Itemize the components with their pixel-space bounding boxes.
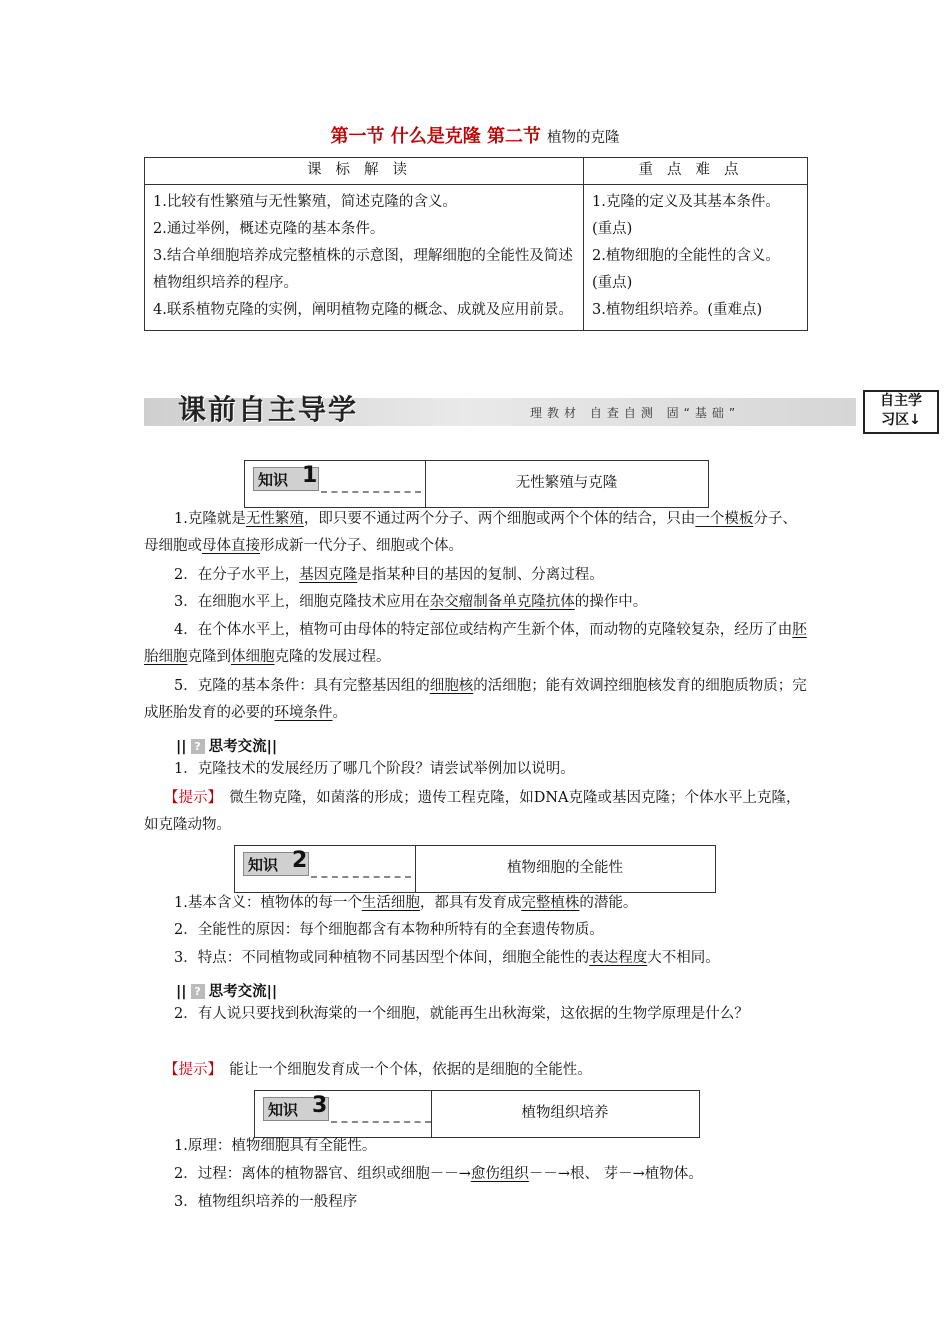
section-banner <box>144 388 950 430</box>
banner-heading: 课前自主导学 <box>178 393 359 426</box>
banner-subtitle: 理教材 自查自测 固“基础” <box>530 406 741 420</box>
hint-label: 【提示】 <box>164 790 215 806</box>
k1-paragraph-3: 3．在细胞水平上，细胞克隆技术应用在杂交瘤制备单克隆抗体的操作中。 <box>174 594 648 610</box>
tag-label: 知识 <box>248 856 279 874</box>
knowledge-title: 植物组织培养 <box>521 1105 609 1121</box>
tag-dash <box>321 491 421 493</box>
page-title <box>0 122 950 148</box>
k2-hint: 【提示】 能让一个细胞发育成一个个体，依据的是细胞的全能性。 <box>164 1062 592 1078</box>
tag-dash <box>311 876 411 878</box>
keypoint-item: 1.克隆的定义及其基本条件。(重点) <box>592 194 780 237</box>
objectives-table <box>144 157 808 331</box>
tag-dash <box>331 1121 431 1123</box>
k3-paragraph-3: 3．植物组织培养的一般程序 <box>174 1194 358 1210</box>
badge-line: 自主学 <box>880 393 922 409</box>
title-main: 第一节 什么是克隆 第二节 <box>330 126 542 147</box>
tag-number: 2 <box>292 848 308 873</box>
knowledge-box-1 <box>244 460 709 508</box>
k2-paragraph-3: 3．特点：不同植物或同种植物不同基因型个体间，细胞全能性的表达程度大不相同。 <box>174 950 720 966</box>
k3-paragraph-2: 2．过程：离体的植物器官、组织或细胞－－→愈伤组织－－→根、 芽－→植物体。 <box>174 1166 703 1182</box>
objectives-col2 <box>584 185 808 331</box>
think-exchange-label: || ? 思考交流|| <box>176 739 278 755</box>
tag-label: 知识 <box>258 471 289 489</box>
k3-paragraph-1: 1.原理：植物细胞具有全能性。 <box>174 1138 377 1154</box>
k1-paragraph-2: 2．在分子水平上，基因克隆是指某种目的基因的复制、分离过程。 <box>174 567 604 583</box>
self-study-zone-badge <box>863 390 939 434</box>
objective-item: 2.通过举例，概述克隆的基本条件。 <box>153 221 385 237</box>
k1-paragraph-4: 4．在个体水平上，植物可由母体的特定部位或结构产生新个体，而动物的克隆较复杂，经历了由胚胎细胞克隆到体细胞克隆的发展过程。 <box>144 622 807 665</box>
k2-question: 2．有人说只要找到秋海棠的一个细胞，就能再生出秋海棠，这依据的生物学原理是什么？ <box>174 1006 749 1022</box>
knowledge-box-2 <box>234 845 716 893</box>
objectives-col1-header: 课标解读 <box>145 158 584 185</box>
title-sub: 植物的克隆 <box>547 130 620 146</box>
objective-item: 3.结合单细胞培养成完整植株的示意图，理解细胞的全能性及简述植物组织培养的程序。 <box>153 248 573 291</box>
k2-paragraph-1: 1.基本含义：植物体的每一个生活细胞，都具有发育成完整植株的潜能。 <box>174 895 638 911</box>
tag-number: 3 <box>312 1093 328 1118</box>
objective-item: 1.比较有性繁殖与无性繁殖，简述克隆的含义。 <box>153 194 457 210</box>
objectives-col2-header: 重点难点 <box>584 158 808 185</box>
knowledge-tag <box>263 1093 329 1121</box>
k1-paragraph-5: 5．克隆的基本条件：具有完整基因组的细胞核的活细胞；能有效调控细胞核发育的细胞质物质；完成胚胎发育的必要的环境条件。 <box>144 678 807 721</box>
knowledge-tag <box>243 848 309 876</box>
keypoint-item: 3.植物组织培养。(重难点) <box>592 302 763 318</box>
knowledge-title: 无性繁殖与克隆 <box>515 475 618 491</box>
knowledge-title: 植物细胞的全能性 <box>507 860 623 876</box>
question-icon: ? <box>191 984 205 999</box>
tag-label: 知识 <box>268 1101 299 1119</box>
hint-label: 【提示】 <box>164 1062 215 1078</box>
keypoint-item: 2.植物细胞的全能性的含义。(重点) <box>592 248 780 291</box>
question-icon: ? <box>191 739 205 754</box>
k1-hint: 【提示】 微生物克隆，如菌落的形成；遗传工程克隆，如DNA克隆或基因克隆；个体水平上克隆，如克隆动物。 <box>144 790 801 833</box>
k1-question: 1．克隆技术的发展经历了哪几个阶段？请尝试举例加以说明。 <box>174 761 575 777</box>
think-exchange-label: || ? 思考交流|| <box>176 984 278 1000</box>
knowledge-box-3 <box>254 1090 700 1138</box>
objectives-col1 <box>145 185 584 331</box>
objective-item: 4.联系植物克隆的实例，阐明植物克隆的概念、成就及应用前景。 <box>153 302 573 318</box>
badge-line: 习区↓ <box>881 412 921 428</box>
k1-paragraph-1: 1.克隆就是无性繁殖，即只要不通过两个分子、两个细胞或两个个体的结合，只由一个模板分子、母细胞或母体直接形成新一代分子、细胞或个体。 <box>144 511 797 554</box>
k2-paragraph-2: 2．全能性的原因：每个细胞都含有本物种所特有的全套遗传物质。 <box>174 922 604 938</box>
knowledge-tag <box>253 463 319 491</box>
tag-number: 1 <box>302 463 318 488</box>
